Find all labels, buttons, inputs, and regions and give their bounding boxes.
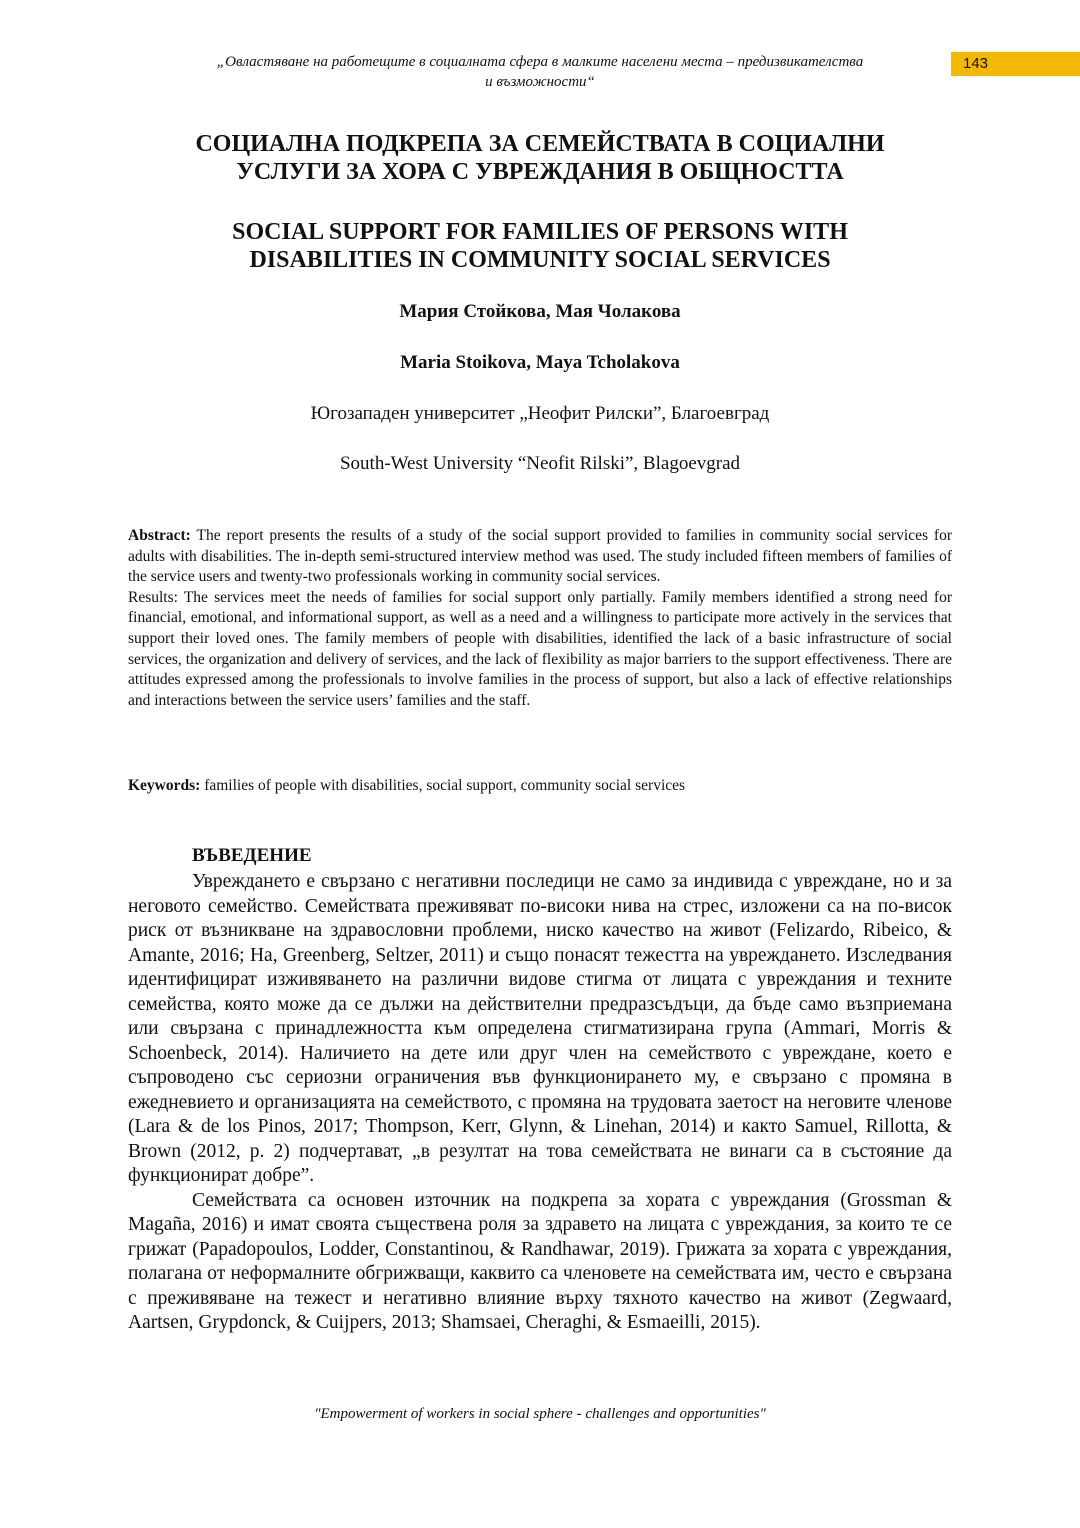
title-bulgarian-line-2: УСЛУГИ ЗА ХОРА С УВРЕЖДАНИЯ В ОБЩНОСТТА	[236, 159, 844, 185]
keywords	[128, 776, 952, 796]
keywords-label: Keywords:	[128, 777, 201, 794]
title-english-line-2: DISABILITIES IN COMMUNITY SOCIAL SERVICES	[249, 247, 831, 273]
abstract-paragraph	[128, 526, 952, 588]
affiliation-english: South-West University “Neofit Rilski”, Blagoevgrad	[339, 453, 741, 474]
affiliation-bulgarian: Югозападен университет „Неофит Рилски”, Благоевград	[310, 403, 770, 424]
authors-english: Maria Stoikova, Maya Tcholakova	[400, 352, 680, 373]
title-bulgarian	[100, 130, 980, 186]
body-text	[128, 870, 952, 1336]
running-header	[120, 52, 960, 92]
running-footer: "Empowerment of workers in social sphere - challenges and opportunities"	[314, 1406, 766, 1422]
body-paragraph-2: Семействата са основен източник на подкрепа за хората с увреждания (Grossman & Magaña, 2016) и имат своята съществена роля за здравето на лицата с увреждания, за които те се грижат (Papadopoulos, Lodder, Constantinou, & Randhawar, 2019). Грижата за хората с увреждания, полагана от неформалните обгрижващи, каквито са членовете на семействата им, често е свързана с преживяване на тежест и негативно влияние върху тяхното качество на живот (Zegwaard, Aartsen, Grypdonck, & Cuijpers, 2013; Shamsaei, Cheraghi, & Esmaeilli, 2015).	[128, 1189, 952, 1333]
running-title-line-2: и възможности“	[485, 74, 595, 90]
section-heading-introduction: ВЪВЕДЕНИЕ	[192, 845, 312, 866]
title-bulgarian-line-1: СОЦИАЛНА ПОДКРЕПА ЗА СЕМЕЙСТВАТА В СОЦИАЛНИ	[195, 131, 885, 157]
page-number-tab: 143	[951, 52, 1080, 76]
abstract-text: The report presents the results of a study of the social support provided to families in community social services for adults with disabilities. The in-depth semi-structured interview method was used. The study included fifteen members of families of the service users and twenty-two professionals working in community social services.	[128, 527, 952, 586]
abstract-label: Abstract:	[128, 527, 191, 544]
title-english	[100, 218, 980, 274]
keywords-text: families of people with disabilities, social support, community social services	[200, 777, 686, 794]
body-paragraph-1: Увреждането е свързано с негативни последици не само за индивида с увреждане, но и за неговото семейство. Семействата преживяват по-високи нива на стрес, изложени са на по-висок риск от възникване на здравословни проблеми, ниско качество на живот (Felizardo, Ribeico, & Amante, 2016; Ha, Greenberg, Seltzer, 2011) и също понасят тежестта на увреждането. Изследвания идентифицират изживяването на различни видове стигма от лицата с увреждания и техните семейства, която може да се дължи на действителни предразсъдъци, да бъде само възприемана или свързана с принадлежността към определена стигматизирана група (Ammari, Morris & Schoenbeck, 2014). Наличието на дете или друг член на семейството с увреждане, което е съпроводено със сериозни ограничения във функционирането му, е свързано с промяна в ежедневието и организацията на семейството, с промяна на трудовата заетост на неговите членове (Lara & de los Pinos, 2017; Thompson, Kerr, Glynn, & Linehan, 2014) и както Samuel, Rillotta, & Brown (2012, p. 2) подчертават, „в резултат на това семействата не винаги са в състояние да функционират добре”.	[128, 871, 952, 1186]
abstract-results: Results: The services meet the needs of families for social support only partially. Family members identified a strong need for financial, emotional, and informational support, as well as a need and a willingness to participate more actively in the services that support their loved ones. The family members of people with disabilities, identified the lack of a basic infrastructure of social services, the organization and delivery of services, and the lack of flexibility as major barriers to the support effectiveness. There are attitudes expressed among the professionals to involve families in the process of support, but also a lack of effective relationships and interactions between the service users’ families and the staff.	[128, 588, 952, 709]
running-title-line-1: „Овластяване на работещите в социалната сфера в малките населени места – предизвикателства	[216, 54, 864, 70]
abstract	[128, 526, 952, 711]
authors-bulgarian: Мария Стойкова, Мая Чолакова	[399, 301, 681, 322]
title-english-line-1: SOCIAL SUPPORT FOR FAMILIES OF PERSONS WITH	[232, 219, 848, 245]
